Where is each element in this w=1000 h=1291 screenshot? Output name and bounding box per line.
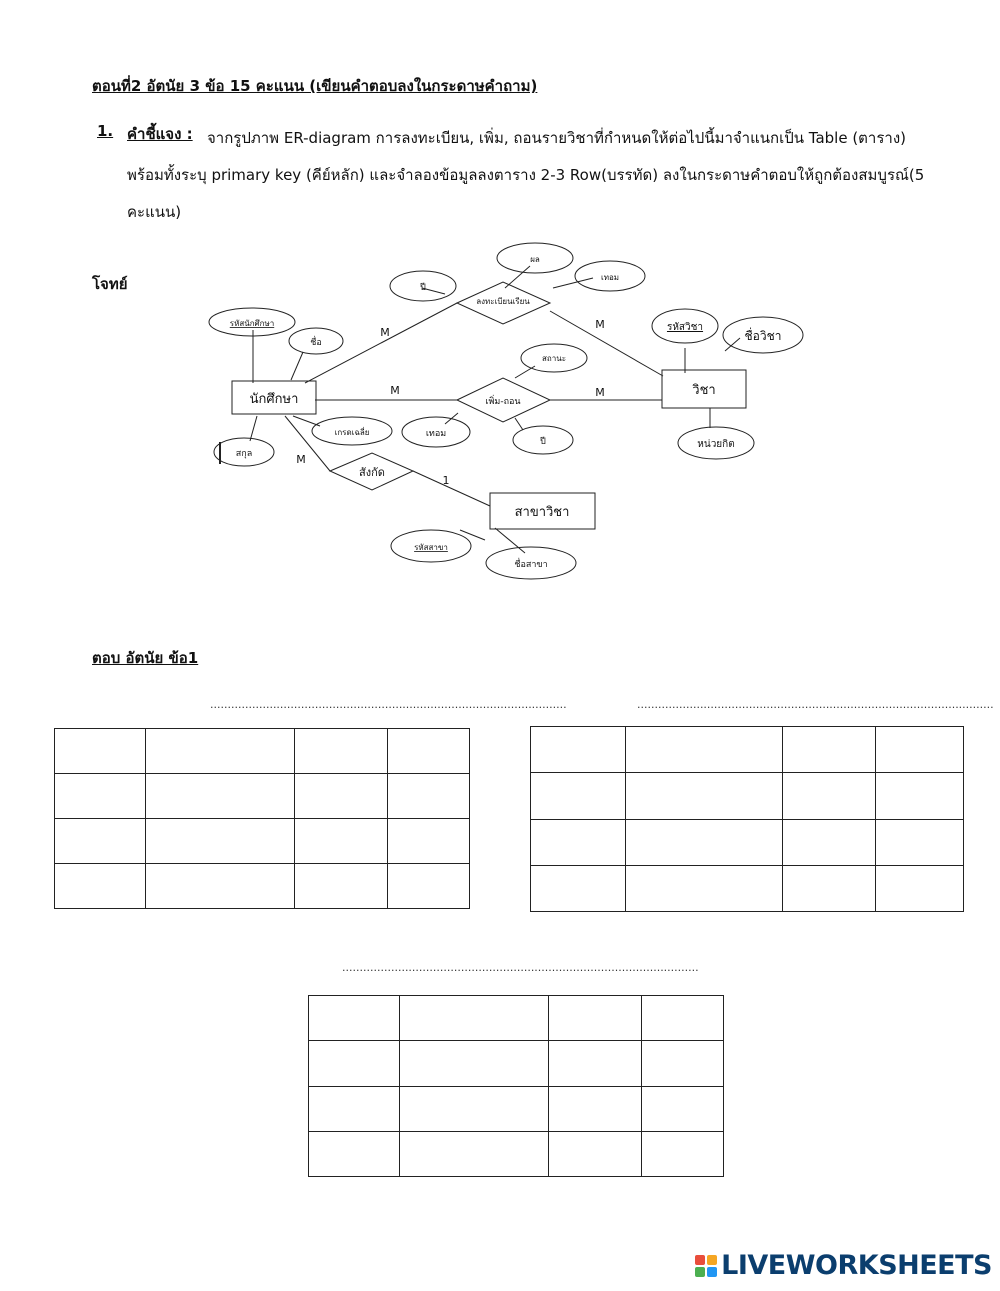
card-student-ad: M (390, 384, 400, 397)
attr-major-id: รหัสสาขา (414, 543, 448, 552)
attr-student-name: ชื่อ (310, 338, 322, 348)
prompt-label: โจทย์ (92, 275, 128, 293)
logo-square (695, 1255, 705, 1265)
question-text (127, 120, 947, 231)
answer-table-3[interactable] (308, 995, 724, 1177)
relationship-register-label: ลงทะเบียนเรียน (476, 297, 530, 306)
attr-reg-term: เทอม (600, 273, 620, 282)
answer-table-1[interactable] (54, 728, 470, 909)
logo-square (695, 1267, 705, 1277)
attr-student-lastname: สกุล (235, 449, 253, 459)
entity-student-label: นักศึกษา (249, 392, 299, 407)
er-diagram (195, 238, 815, 583)
card-reg-course: M (595, 318, 605, 331)
attr-major-name: ชื่อสาขา (514, 560, 548, 570)
question-number: 1. (97, 122, 114, 140)
card-student-dept: M (296, 453, 306, 466)
card-student-reg: M (380, 326, 390, 339)
relationship-belongs-label: สังกัด (359, 466, 385, 479)
attr-credit: หน่วยกิต (697, 439, 735, 450)
attr-ad-term: เทอม (425, 429, 447, 439)
attr-gpa: เกรดเฉลี่ย (334, 428, 370, 437)
attr-student-id: รหัสนักศึกษา (229, 319, 275, 328)
liveworksheets-brand[interactable] (695, 1250, 992, 1281)
question-label: คำชี้แจง : (127, 122, 197, 146)
attr-reg-result: ผล (530, 255, 540, 264)
table-1-title-blank[interactable]: ...................................................................................................... (210, 698, 567, 711)
card-ad-course: M (595, 386, 605, 399)
attr-ad-year: ปี (540, 437, 546, 447)
attr-course-id: รหัสวิชา (666, 322, 704, 333)
question-body: จากรูปภาพ ER-diagram การลงทะเบียน, เพิ่ม, ถอนรายวิชาที่กำหนดให้ต่อไปนี้มาจำแนกเป็น Table (ตาราง) พร้อมทั้งระบุ primary key (คีย์หลัก) และจำลองข้อมูลลงตาราง 2-3 Row(บรรทัด) ลงในกระดาษคำตอบให้ถูกต้องสมบูรณ์(5 คะแนน) (127, 129, 925, 221)
table-2-title-blank[interactable]: ...................................................................................................... (637, 698, 994, 711)
liveworksheets-logo-icon (695, 1255, 717, 1277)
attr-reg-year: ปี (420, 283, 426, 293)
brand-text: LIVEWORKSHEETS (721, 1250, 992, 1281)
answer-table-2[interactable] (530, 726, 964, 912)
answer-heading: ตอบ อัตนัย ข้อ1 (92, 649, 199, 667)
attr-course-name: ชื่อวิชา (744, 329, 782, 343)
entity-course-label: วิชา (692, 383, 716, 398)
card-dept-major: 1 (442, 474, 450, 487)
section-heading: ตอนที่2 อัตนัย 3 ข้อ 15 คะแนน (เขียนคำตอบลงในกระดาษคำถาม) (92, 77, 538, 95)
logo-square (707, 1267, 717, 1277)
relationship-add-drop-label: เพิ่ม-ถอน (485, 397, 521, 407)
entity-major-label: สาขาวิชา (514, 505, 570, 520)
table-3-title-blank[interactable]: ...................................................................................................... (342, 961, 699, 974)
logo-square (707, 1255, 717, 1265)
attr-ad-status: สถานะ (542, 354, 566, 363)
